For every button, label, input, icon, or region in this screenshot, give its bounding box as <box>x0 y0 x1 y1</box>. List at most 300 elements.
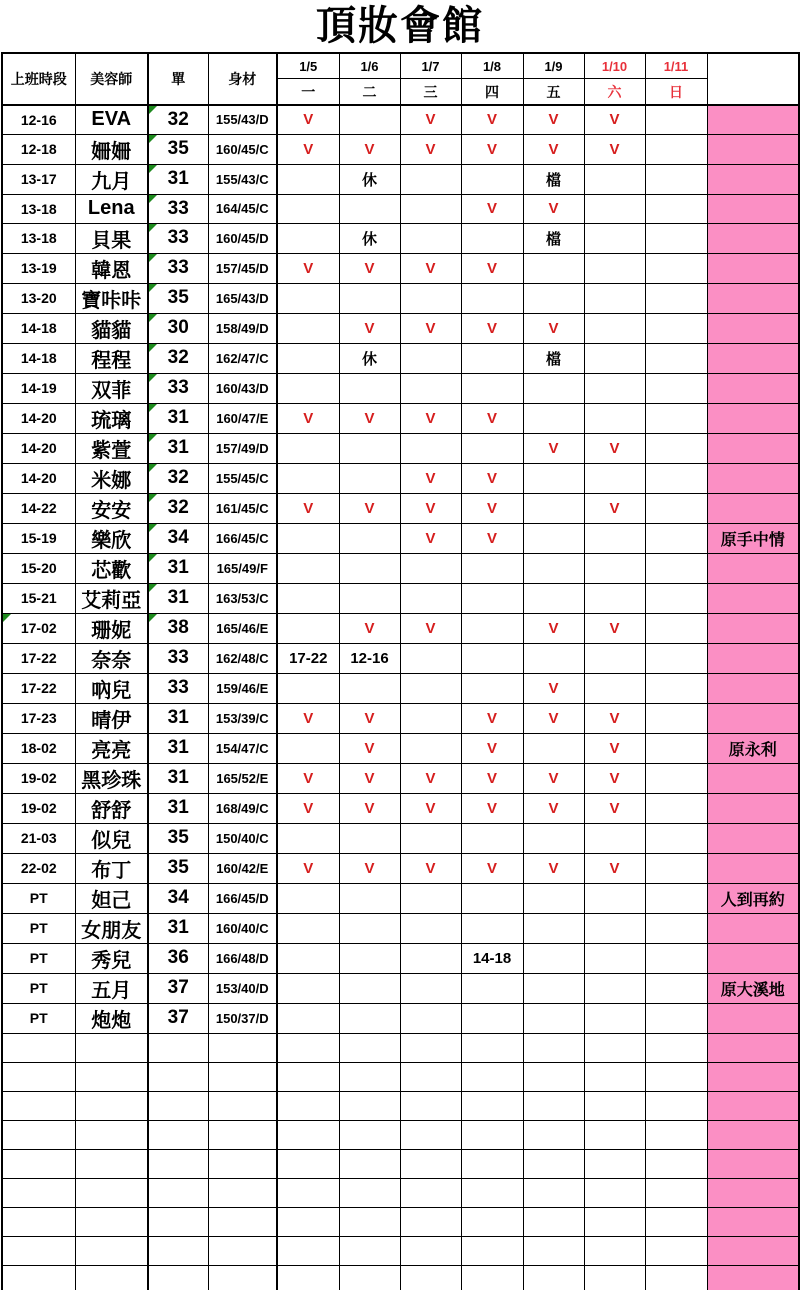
time-cell: 19-02 <box>2 793 75 823</box>
mark-cell: V <box>523 793 584 823</box>
time-cell: 14-20 <box>2 463 75 493</box>
mark-cell <box>584 1033 645 1062</box>
figure-cell: 157/49/D <box>208 433 277 463</box>
figure-cell <box>208 1149 277 1178</box>
mark-cell: V <box>400 253 461 283</box>
mark-cell <box>584 823 645 853</box>
orders-cell: 36 <box>148 943 208 973</box>
schedule-row <box>2 733 799 763</box>
mark-cell <box>584 883 645 913</box>
mark-cell <box>400 433 461 463</box>
note-cell: 原大溪地 <box>707 973 799 1003</box>
mark-cell <box>645 105 707 134</box>
schedule-row <box>2 164 799 194</box>
mark-cell <box>400 283 461 313</box>
schedule-row <box>2 763 799 793</box>
time-cell: 12-16 <box>2 105 75 134</box>
orders-cell: 35 <box>148 853 208 883</box>
figure-cell: 160/47/E <box>208 403 277 433</box>
orders-cell <box>148 1149 208 1178</box>
time-cell: 17-22 <box>2 643 75 673</box>
mark-cell: V <box>523 194 584 223</box>
mark-cell: V <box>339 613 400 643</box>
mark-cell <box>277 1149 339 1178</box>
comment-indicator-icon <box>149 135 157 143</box>
comment-indicator-icon <box>149 584 157 592</box>
figure-cell: 160/45/C <box>208 134 277 164</box>
note-cell <box>707 463 799 493</box>
mark-cell <box>461 973 523 1003</box>
figure-cell: 162/48/C <box>208 643 277 673</box>
time-cell: 12-18 <box>2 134 75 164</box>
mark-cell <box>339 1120 400 1149</box>
name-cell: 姍姍 <box>75 134 148 164</box>
figure-cell: 150/40/C <box>208 823 277 853</box>
schedule-row <box>2 463 799 493</box>
schedule-row <box>2 553 799 583</box>
mark-cell: V <box>400 853 461 883</box>
name-cell: 亮亮 <box>75 733 148 763</box>
comment-indicator-icon <box>149 106 157 114</box>
mark-cell: V <box>400 403 461 433</box>
mark-cell <box>339 1236 400 1265</box>
mark-cell <box>523 1091 584 1120</box>
note-cell: 原手中情 <box>707 523 799 553</box>
mark-cell: V <box>400 793 461 823</box>
note-cell <box>707 1236 799 1265</box>
orders-cell: 32 <box>148 463 208 493</box>
time-cell: 15-20 <box>2 553 75 583</box>
mark-cell <box>277 1207 339 1236</box>
weekday-header: 一 <box>277 79 339 106</box>
mark-cell <box>277 973 339 1003</box>
time-cell: 17-02 <box>2 613 75 643</box>
mark-cell: V <box>277 763 339 793</box>
mark-cell: V <box>461 763 523 793</box>
mark-cell: V <box>461 403 523 433</box>
time-cell <box>2 1091 75 1120</box>
figure-cell <box>208 1178 277 1207</box>
mark-cell <box>339 1033 400 1062</box>
schedule-row <box>2 913 799 943</box>
mark-cell: V <box>277 793 339 823</box>
schedule-row <box>2 283 799 313</box>
name-cell <box>75 1091 148 1120</box>
mark-cell <box>584 403 645 433</box>
time-cell <box>2 1120 75 1149</box>
mark-cell <box>523 1033 584 1062</box>
mark-cell <box>339 1265 400 1290</box>
mark-cell <box>277 1236 339 1265</box>
schedule-row <box>2 973 799 1003</box>
orders-cell: 32 <box>148 343 208 373</box>
orders-cell <box>148 1033 208 1062</box>
mark-cell <box>584 1091 645 1120</box>
mark-cell <box>400 1062 461 1091</box>
mark-cell: V <box>339 253 400 283</box>
schedule-row <box>2 1062 799 1091</box>
orders-cell <box>148 1178 208 1207</box>
figure-cell <box>208 1207 277 1236</box>
mark-cell <box>400 913 461 943</box>
mark-cell: V <box>339 703 400 733</box>
mark-cell <box>645 493 707 523</box>
mark-cell <box>523 913 584 943</box>
mark-cell <box>339 973 400 1003</box>
mark-cell <box>400 553 461 583</box>
mark-cell: V <box>523 703 584 733</box>
mark-cell <box>523 1178 584 1207</box>
mark-cell <box>645 1207 707 1236</box>
mark-cell: V <box>523 763 584 793</box>
mark-cell <box>277 913 339 943</box>
figure-cell <box>208 1120 277 1149</box>
schedule-row <box>2 253 799 283</box>
mark-cell <box>645 253 707 283</box>
mark-cell: V <box>400 763 461 793</box>
date-header-1-9: 1/9 <box>523 53 584 79</box>
mark-cell <box>400 733 461 763</box>
mark-cell <box>523 463 584 493</box>
weekday-header: 三 <box>400 79 461 106</box>
time-cell: 14-20 <box>2 403 75 433</box>
name-cell: 妲己 <box>75 883 148 913</box>
mark-cell: V <box>584 733 645 763</box>
mark-cell <box>645 1062 707 1091</box>
mark-cell <box>277 164 339 194</box>
mark-cell <box>277 523 339 553</box>
mark-cell <box>400 943 461 973</box>
mark-cell <box>584 313 645 343</box>
name-cell <box>75 1033 148 1062</box>
col-header-orders: 單 <box>148 53 208 105</box>
date-header-1-8: 1/8 <box>461 53 523 79</box>
note-cell <box>707 673 799 703</box>
mark-cell: V <box>339 793 400 823</box>
figure-cell: 163/53/C <box>208 583 277 613</box>
schedule-row <box>2 1033 799 1062</box>
figure-cell: 165/43/D <box>208 283 277 313</box>
comment-indicator-icon <box>149 494 157 502</box>
mark-cell <box>645 913 707 943</box>
mark-cell: V <box>400 134 461 164</box>
mark-cell: V <box>461 194 523 223</box>
orders-cell: 32 <box>148 105 208 134</box>
figure-cell: 166/45/C <box>208 523 277 553</box>
time-cell: 15-21 <box>2 583 75 613</box>
mark-cell <box>461 1178 523 1207</box>
time-cell <box>2 1062 75 1091</box>
time-cell <box>2 1178 75 1207</box>
mark-cell <box>584 1207 645 1236</box>
mark-cell <box>400 583 461 613</box>
time-cell: 18-02 <box>2 733 75 763</box>
note-cell <box>707 164 799 194</box>
mark-cell <box>645 194 707 223</box>
comment-indicator-icon <box>149 404 157 412</box>
note-cell <box>707 493 799 523</box>
mark-cell: V <box>584 853 645 883</box>
name-cell: 九月 <box>75 164 148 194</box>
mark-cell <box>277 943 339 973</box>
comment-indicator-icon <box>149 434 157 442</box>
schedule-row <box>2 673 799 703</box>
mark-cell <box>339 283 400 313</box>
mark-cell <box>523 1149 584 1178</box>
schedule-row <box>2 1091 799 1120</box>
orders-cell: 34 <box>148 523 208 553</box>
note-cell <box>707 283 799 313</box>
schedule-row <box>2 134 799 164</box>
orders-cell: 31 <box>148 703 208 733</box>
mark-cell <box>584 1149 645 1178</box>
note-cell <box>707 194 799 223</box>
time-cell: 13-17 <box>2 164 75 194</box>
mark-cell: 檔 <box>523 164 584 194</box>
figure-cell: 150/37/D <box>208 1003 277 1033</box>
mark-cell <box>400 223 461 253</box>
note-cell <box>707 1033 799 1062</box>
mark-cell <box>523 403 584 433</box>
note-cell <box>707 583 799 613</box>
mark-cell: V <box>461 733 523 763</box>
mark-cell <box>277 1120 339 1149</box>
mark-cell: V <box>339 493 400 523</box>
comment-indicator-icon <box>149 314 157 322</box>
mark-cell <box>400 1178 461 1207</box>
time-cell: 14-18 <box>2 343 75 373</box>
note-cell <box>707 313 799 343</box>
mark-cell <box>400 973 461 1003</box>
orders-cell <box>148 1062 208 1091</box>
mark-cell <box>584 164 645 194</box>
comment-indicator-icon <box>149 224 157 232</box>
time-cell: 14-19 <box>2 373 75 403</box>
mark-cell: V <box>339 134 400 164</box>
mark-cell: V <box>461 134 523 164</box>
figure-cell <box>208 1265 277 1290</box>
mark-cell: V <box>277 253 339 283</box>
orders-cell: 31 <box>148 553 208 583</box>
mark-cell: V <box>584 793 645 823</box>
schedule-row <box>2 194 799 223</box>
mark-cell <box>400 1091 461 1120</box>
figure-cell <box>208 1091 277 1120</box>
mark-cell: V <box>523 613 584 643</box>
mark-cell: V <box>523 313 584 343</box>
mark-cell <box>461 553 523 583</box>
mark-cell: 休 <box>339 343 400 373</box>
mark-cell <box>339 1003 400 1033</box>
orders-cell: 35 <box>148 134 208 164</box>
mark-cell <box>584 1236 645 1265</box>
figure-cell: 158/49/D <box>208 313 277 343</box>
orders-cell: 32 <box>148 493 208 523</box>
mark-cell <box>645 703 707 733</box>
mark-cell <box>523 1207 584 1236</box>
mark-cell <box>645 973 707 1003</box>
mark-cell <box>277 463 339 493</box>
figure-cell: 160/45/D <box>208 223 277 253</box>
mark-cell <box>645 553 707 583</box>
date-header-1-5: 1/5 <box>277 53 339 79</box>
mark-cell <box>461 1236 523 1265</box>
mark-cell: V <box>461 703 523 733</box>
mark-cell: 檔 <box>523 343 584 373</box>
mark-cell <box>400 1149 461 1178</box>
orders-cell: 31 <box>148 403 208 433</box>
orders-cell: 31 <box>148 733 208 763</box>
mark-cell <box>461 1091 523 1120</box>
note-cell: 人到再約 <box>707 883 799 913</box>
orders-cell: 31 <box>148 583 208 613</box>
col-header-beautician: 美容師 <box>75 53 148 105</box>
figure-cell: 168/49/C <box>208 793 277 823</box>
name-cell: 紫萱 <box>75 433 148 463</box>
figure-cell: 159/46/E <box>208 673 277 703</box>
mark-cell <box>400 703 461 733</box>
name-cell: 艾莉亞 <box>75 583 148 613</box>
mark-cell <box>461 164 523 194</box>
figure-cell: 164/45/C <box>208 194 277 223</box>
schedule-row <box>2 853 799 883</box>
mark-cell <box>339 673 400 703</box>
mark-cell <box>645 1091 707 1120</box>
comment-indicator-icon <box>149 464 157 472</box>
mark-cell <box>461 1033 523 1062</box>
name-cell: 韓恩 <box>75 253 148 283</box>
figure-cell: 153/40/D <box>208 973 277 1003</box>
mark-cell <box>645 733 707 763</box>
schedule-table <box>1 52 800 1290</box>
schedule-row <box>2 613 799 643</box>
name-cell: 炮炮 <box>75 1003 148 1033</box>
note-cell <box>707 793 799 823</box>
mark-cell <box>645 793 707 823</box>
note-cell <box>707 1265 799 1290</box>
mark-cell <box>277 613 339 643</box>
schedule-row <box>2 403 799 433</box>
note-cell <box>707 433 799 463</box>
orders-cell: 37 <box>148 973 208 1003</box>
mark-cell <box>400 373 461 403</box>
note-cell <box>707 1149 799 1178</box>
note-cell <box>707 1062 799 1091</box>
orders-cell: 33 <box>148 373 208 403</box>
time-cell: PT <box>2 943 75 973</box>
mark-cell <box>645 1033 707 1062</box>
figure-cell: 154/47/C <box>208 733 277 763</box>
mark-cell: V <box>461 253 523 283</box>
table-body <box>2 105 799 1290</box>
name-cell: 黑珍珠 <box>75 763 148 793</box>
name-cell: 布丁 <box>75 853 148 883</box>
name-cell <box>75 1207 148 1236</box>
mark-cell <box>645 343 707 373</box>
figure-cell: 162/47/C <box>208 343 277 373</box>
time-cell: 14-18 <box>2 313 75 343</box>
mark-cell <box>277 673 339 703</box>
date-header-1-6: 1/6 <box>339 53 400 79</box>
mark-cell: V <box>461 523 523 553</box>
mark-cell: V <box>523 433 584 463</box>
mark-cell <box>645 763 707 793</box>
mark-cell <box>400 1120 461 1149</box>
mark-cell <box>339 883 400 913</box>
orders-cell: 33 <box>148 253 208 283</box>
comment-indicator-icon <box>149 614 157 622</box>
mark-cell <box>584 343 645 373</box>
time-cell: 13-18 <box>2 194 75 223</box>
name-cell <box>75 1265 148 1290</box>
note-cell <box>707 223 799 253</box>
figure-cell: 155/43/C <box>208 164 277 194</box>
mark-cell <box>645 823 707 853</box>
figure-cell: 165/49/F <box>208 553 277 583</box>
mark-cell <box>461 1149 523 1178</box>
name-cell: 女朋友 <box>75 913 148 943</box>
note-cell <box>707 1178 799 1207</box>
time-cell <box>2 1265 75 1290</box>
mark-cell <box>339 105 400 134</box>
schedule-row <box>2 223 799 253</box>
mark-cell: V <box>400 613 461 643</box>
comment-indicator-icon <box>149 374 157 382</box>
weekday-header: 六 <box>584 79 645 106</box>
schedule-row <box>2 1178 799 1207</box>
mark-cell: V <box>277 105 339 134</box>
name-cell: 五月 <box>75 973 148 1003</box>
mark-cell <box>277 1091 339 1120</box>
mark-cell <box>277 1265 339 1290</box>
mark-cell <box>339 943 400 973</box>
mark-cell <box>461 1207 523 1236</box>
mark-cell <box>645 1178 707 1207</box>
comment-indicator-icon <box>149 195 157 203</box>
mark-cell <box>400 1265 461 1290</box>
mark-cell <box>461 883 523 913</box>
schedule-row <box>2 703 799 733</box>
mark-cell <box>523 253 584 283</box>
orders-cell <box>148 1091 208 1120</box>
mark-cell <box>645 313 707 343</box>
note-cell <box>707 853 799 883</box>
time-cell: 21-03 <box>2 823 75 853</box>
col-header-figure: 身材 <box>208 53 277 105</box>
mark-cell <box>584 523 645 553</box>
note-cell <box>707 823 799 853</box>
mark-cell: V <box>461 793 523 823</box>
name-cell: 舒舒 <box>75 793 148 823</box>
schedule-row <box>2 1236 799 1265</box>
date-header-1-7: 1/7 <box>400 53 461 79</box>
mark-cell <box>645 223 707 253</box>
mark-cell <box>584 1265 645 1290</box>
mark-cell <box>584 943 645 973</box>
mark-cell <box>339 1091 400 1120</box>
figure-cell: 153/39/C <box>208 703 277 733</box>
mark-cell <box>584 583 645 613</box>
mark-cell <box>584 1120 645 1149</box>
time-cell <box>2 1207 75 1236</box>
figure-cell <box>208 1033 277 1062</box>
mark-cell <box>277 883 339 913</box>
mark-cell: V <box>584 703 645 733</box>
orders-cell <box>148 1265 208 1290</box>
note-cell <box>707 763 799 793</box>
mark-cell <box>339 1207 400 1236</box>
mark-cell <box>339 194 400 223</box>
